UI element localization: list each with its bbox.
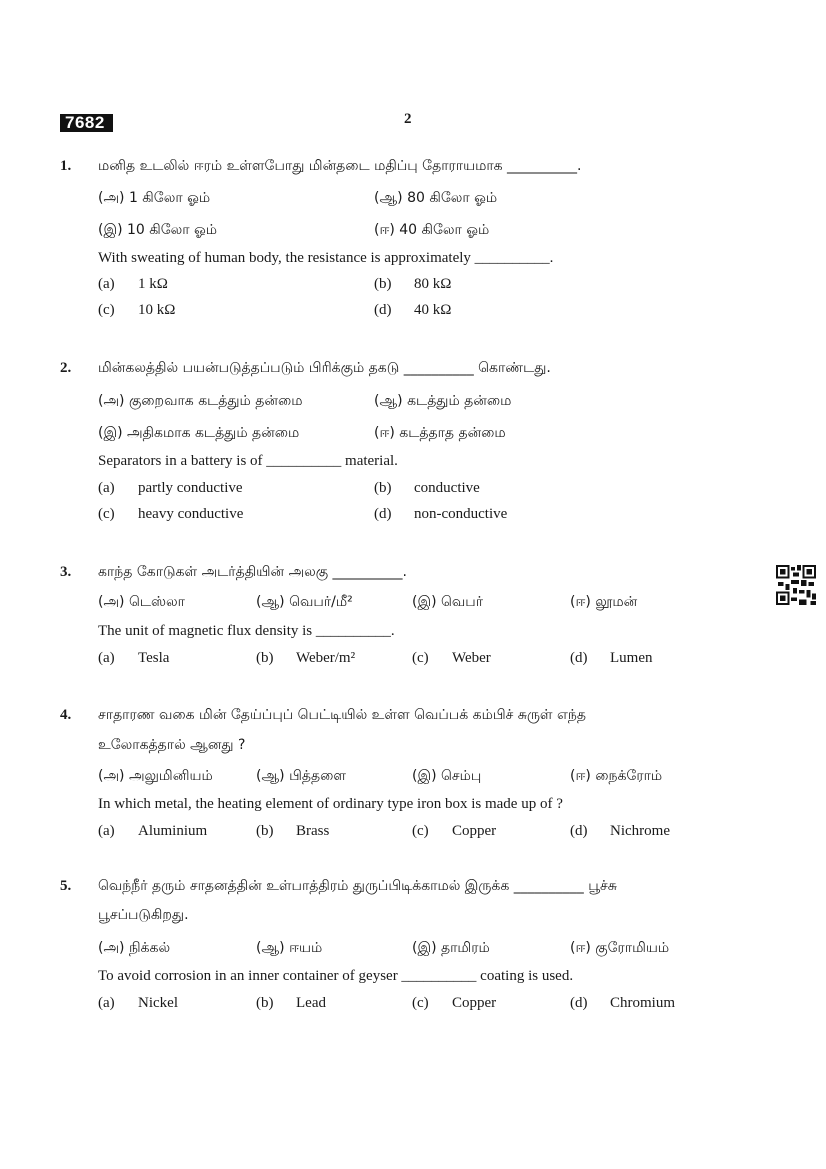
option-english: (a) Aluminium: [98, 823, 208, 839]
question-number: 1.: [60, 158, 72, 174]
question-text-english: Separators in a battery is of __________ material.: [98, 453, 398, 469]
option-tamil: (ஈ) கடத்தாத தன்மை: [374, 425, 506, 441]
option-english: (c) Weber: [412, 650, 491, 666]
question-number: 2.: [60, 360, 72, 376]
question-text-tamil: வெந்நீர் தரும் சாதனத்தின் உள்பாத்திரம் துருப்பிடிக்காமல் இருக்க __________ பூச்சு: [98, 878, 617, 894]
option-tamil: (அ) 1 கிலோ ஓம்: [98, 190, 211, 206]
question-number: 5.: [60, 878, 72, 894]
question-text-english: To avoid corrosion in an inner container of geyser __________ coating is used.: [98, 968, 574, 984]
option-english: (b) Lead: [256, 995, 326, 1011]
page-number: 2: [404, 111, 412, 127]
option-english: (d) Lumen: [570, 650, 653, 666]
option-tamil: (இ) தாமிரம்: [412, 940, 490, 956]
option-tamil: (ஆ) பித்தளை: [256, 768, 346, 784]
option-english: (d) Nichrome: [570, 823, 670, 839]
question-text-tamil: மின்கலத்தில் பயன்படுத்தப்படும் பிரிக்கும் தகடு __________ கொண்டது.: [98, 360, 551, 376]
option-english: (b) Brass: [256, 823, 330, 839]
option-tamil: (ஈ) குரோமியம்: [570, 940, 670, 956]
option-english: (c) heavy conductive: [98, 506, 244, 522]
question-text-english: The unit of magnetic flux density is __________.: [98, 623, 395, 639]
question-text-tamil-continued: உலோகத்தால் ஆனது ?: [98, 737, 246, 753]
option-tamil: (அ) அலுமினியம்: [98, 768, 213, 784]
option-tamil: (ஈ) லூமன்: [570, 594, 638, 610]
option-english: (d) 40 kΩ: [374, 302, 452, 318]
option-english: (c) Copper: [412, 823, 497, 839]
option-tamil: (ஈ) நைக்ரோம்: [570, 768, 663, 784]
question-text-tamil-continued: பூசப்படுகிறது.: [98, 907, 189, 923]
option-tamil: (அ) நிக்கல்: [98, 940, 171, 956]
option-tamil: (இ) வெபர்: [412, 594, 484, 610]
option-english: (d) non-conductive: [374, 506, 508, 522]
question-text-tamil: காந்த கோடுகள் அடர்த்தியின் அலகு __________.: [98, 564, 408, 580]
option-english: (c) 10 kΩ: [98, 302, 176, 318]
question-number: 3.: [60, 564, 72, 580]
option-tamil: (அ) டெஸ்லா: [98, 594, 185, 610]
option-english: (a) Tesla: [98, 650, 170, 666]
option-english: (a) 1 kΩ: [98, 276, 168, 292]
question-text-english: With sweating of human body, the resistance is approximately __________.: [98, 250, 554, 266]
question-text-tamil: சாதாரண வகை மின் தேய்ப்புப் பெட்டியில் உள்ள வெப்பக் கம்பிச் சுருள் எந்த: [98, 707, 587, 723]
option-tamil: (ஆ) 80 கிலோ ஓம்: [374, 190, 498, 206]
qr-code-icon: [776, 565, 816, 605]
question-text-english: In which metal, the heating element of ordinary type iron box is made up of ?: [98, 796, 563, 812]
option-english: (b) Weber/m²: [256, 650, 356, 666]
option-tamil: (இ) 10 கிலோ ஓம்: [98, 222, 218, 238]
question-number: 4.: [60, 707, 72, 723]
option-tamil: (இ) செம்பு: [412, 768, 482, 784]
option-tamil: (ஆ) கடத்தும் தன்மை: [374, 393, 512, 409]
paper-code: 7682: [60, 114, 113, 132]
option-tamil: (ஈ) 40 கிலோ ஓம்: [374, 222, 490, 238]
option-tamil: (அ) குறைவாக கடத்தும் தன்மை: [98, 393, 303, 409]
option-english: (b) conductive: [374, 480, 480, 496]
option-english: (a) partly conductive: [98, 480, 243, 496]
option-english: (d) Chromium: [570, 995, 676, 1011]
option-english: (b) 80 kΩ: [374, 276, 452, 292]
option-tamil: (ஆ) வெபர்/மீ²: [256, 594, 353, 610]
question-text-tamil: மனித உடலில் ஈரம் உள்ளபோது மின்தடை மதிப்பு தோராயமாக __________.: [98, 158, 582, 174]
option-english: (c) Copper: [412, 995, 497, 1011]
option-tamil: (ஆ) ஈயம்: [256, 940, 323, 956]
option-tamil: (இ) அதிகமாக கடத்தும் தன்மை: [98, 425, 300, 441]
option-english: (a) Nickel: [98, 995, 178, 1011]
